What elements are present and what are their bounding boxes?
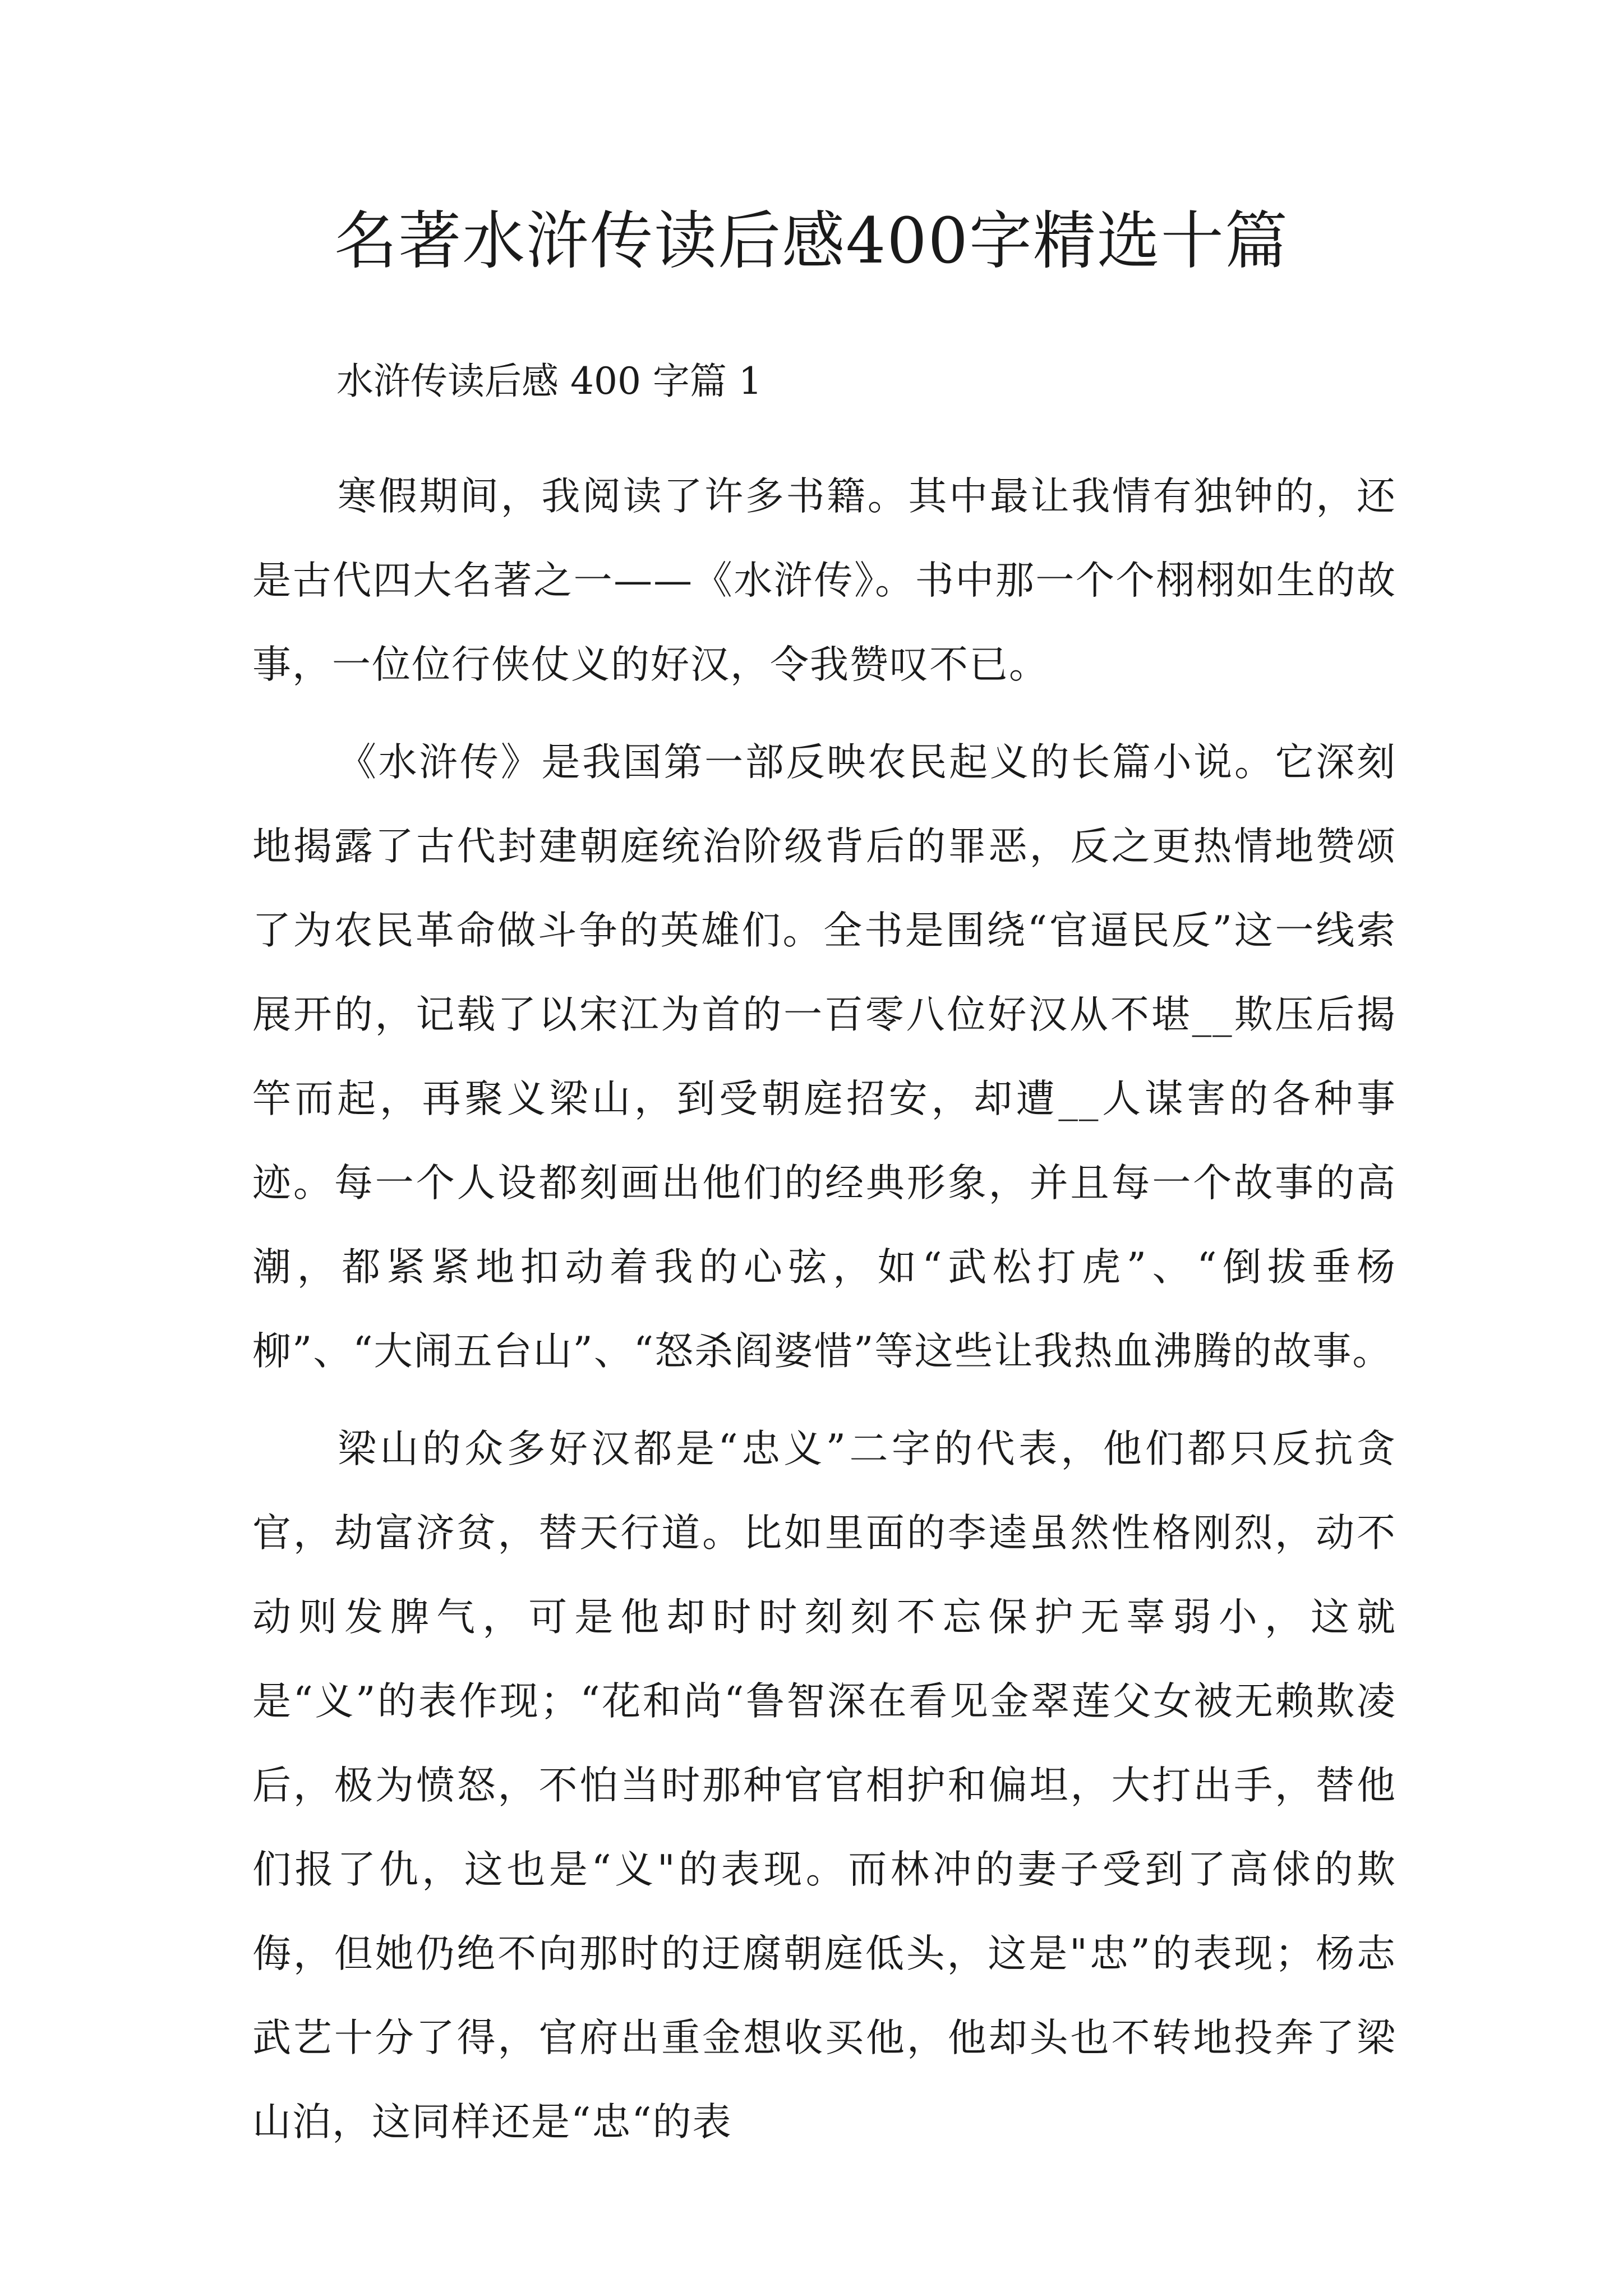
paragraph-1: 寒假期间，我阅读了许多书籍。其中最让我情有独钟的，还是古代四大名著之一——《水浒传》。书中那一个个栩栩如生的故事，一位位行侠仗义的好汉，令我赞叹不已。 bbox=[252, 474, 1396, 687]
paragraph-2: 《水浒传》是我国第一部反映农民起义的长篇小说。它深刻地揭露了古代封建朝庭统治阶级背后的罪恶，反之更热情地赞颂了为农民革命做斗争的英雄们。全书是围绕“官逼民反”这一线索展开的，记载了以宋江为首的一百零八位好汉从不堪__欺压后揭竿而起，再聚义梁山，到受朝庭招安，却遭__人谋害的各种事迹。每一个人设都刻画出他们的经典形象，并且每一个故事的高潮，都紧紧地扣动着我的心弦，如“武松打虎”、“倒拔垂杨柳”、“大闹五台山”、“怒杀阎婆惜”等这些让我热血沸腾的故事。 bbox=[252, 740, 1396, 1374]
document-body bbox=[252, 454, 1396, 2178]
section-heading: 水浒传读后感 400 字篇 1 bbox=[336, 360, 762, 403]
document-title: 名著水浒传读后感400字精选十篇 bbox=[334, 205, 1289, 278]
paragraph-3: 梁山的众多好汉都是“忠义”二字的代表，他们都只反抗贪官，劫富济贫，替天行道。比如里面的李逵虽然性格刚烈，动不动则发脾气，可是他却时时刻刻不忘保护无辜弱小，这就是“义”的表作现；“花和尚“鲁智深在看见金翠莲父女被无赖欺凌后，极为愤怒，不怕当时那种官官相护和偏坦，大打出手，替他们报了仇，这也是“义"的表现。而林冲的妻子受到了高俅的欺侮，但她仍绝不向那时的迂腐朝庭低头，这是"忠”的表现；杨志武艺十分了得，官府出重金想收买他，他却头也不转地投奔了梁山泊，这同样还是“忠“的表 bbox=[252, 1427, 1396, 2145]
